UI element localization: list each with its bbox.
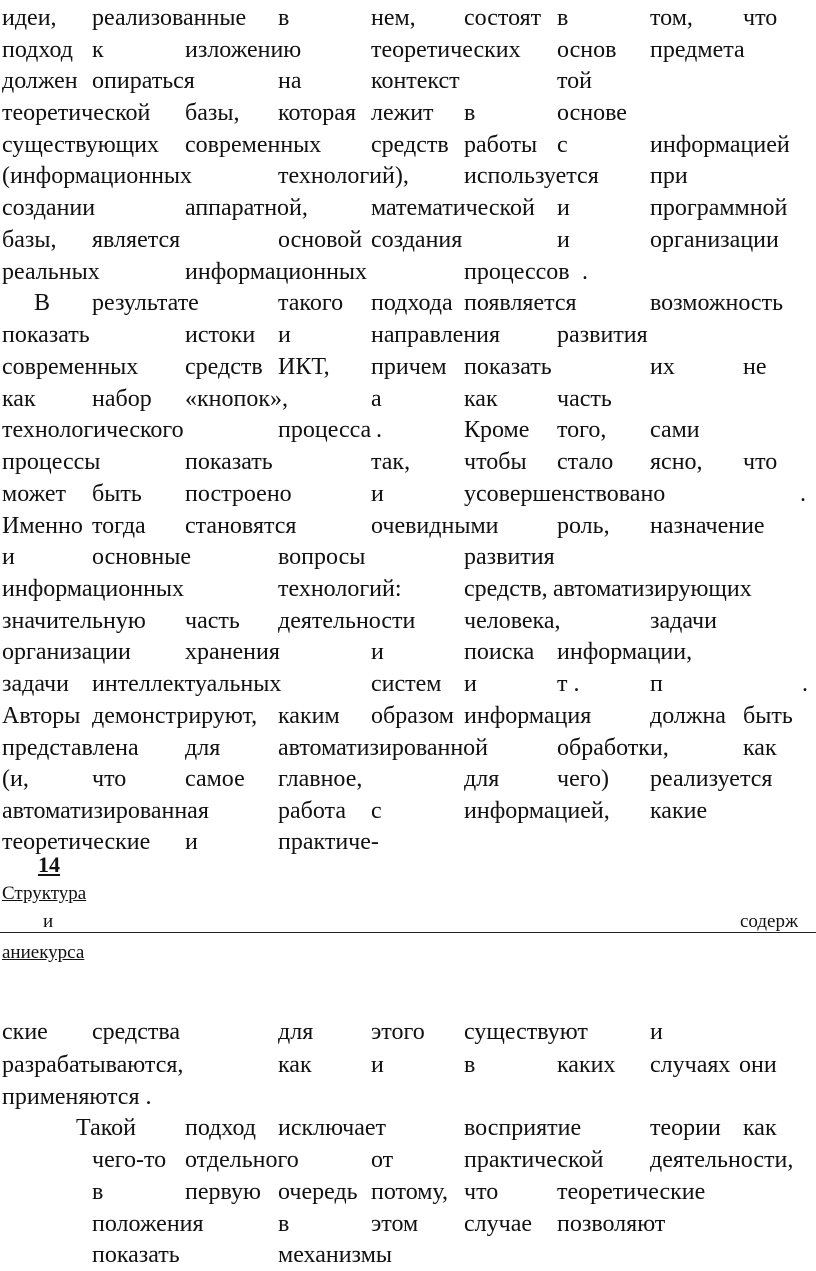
word: главное, <box>278 766 363 792</box>
word: теоретической <box>2 100 151 126</box>
word: стало <box>557 449 614 475</box>
word: (и, <box>2 766 29 792</box>
word: может <box>2 481 66 507</box>
word: что <box>464 1179 499 1205</box>
word: назначение <box>650 513 765 539</box>
word: результате <box>92 290 199 316</box>
word: задачи <box>650 608 717 634</box>
word: теоретические <box>557 1179 706 1205</box>
word: программной <box>650 195 788 221</box>
word: того, <box>557 417 607 443</box>
footer-rule <box>0 932 816 933</box>
word: процессов <box>464 259 570 285</box>
word: чего-то <box>92 1147 167 1173</box>
word: позволяют <box>557 1211 666 1237</box>
word: средств <box>185 354 263 380</box>
word: нем, <box>371 5 416 31</box>
word: процесса <box>278 417 372 443</box>
word: показать <box>185 449 273 475</box>
word: как <box>2 386 36 412</box>
word: показать <box>464 354 552 380</box>
word: как <box>743 1115 777 1141</box>
word: случаях <box>650 1052 731 1078</box>
word: теории <box>650 1115 721 1141</box>
word: современных <box>2 354 139 380</box>
word: лежит <box>371 100 434 126</box>
word: набор <box>92 386 152 412</box>
word: для <box>278 1019 314 1045</box>
word: . <box>800 481 806 507</box>
word: в <box>557 5 569 31</box>
word: и <box>371 639 384 665</box>
word: т . <box>557 671 580 697</box>
word: очередь <box>278 1179 358 1205</box>
word: автоматизированная <box>2 798 209 824</box>
word: подход <box>185 1115 256 1141</box>
word: контекст <box>371 68 460 94</box>
word: при <box>650 163 688 189</box>
word: информацией, <box>464 798 610 824</box>
word: . <box>802 671 808 697</box>
word: интеллектуальных <box>92 671 282 697</box>
word: организации <box>2 639 131 665</box>
word: той <box>557 68 593 94</box>
word: В <box>34 290 51 316</box>
word: «кнопок», <box>185 386 289 412</box>
word: тогда <box>92 513 146 539</box>
word: в <box>464 100 476 126</box>
word: ИКТ, <box>278 354 330 380</box>
word: обработки, <box>557 735 669 761</box>
word: что <box>743 449 778 475</box>
word: с <box>557 132 568 158</box>
page-number: 14 <box>38 852 60 877</box>
word: для <box>185 735 221 761</box>
word: какие <box>650 798 708 824</box>
word: и <box>2 544 15 570</box>
word: ские <box>2 1019 48 1045</box>
word: автоматизирующих <box>553 576 752 602</box>
word: п <box>650 671 663 697</box>
footer-title-part: и <box>43 911 54 932</box>
word: в <box>278 1211 290 1237</box>
word: средств, <box>464 576 548 602</box>
word: организации <box>650 227 779 253</box>
word: часть <box>185 608 240 634</box>
word: состоят <box>464 5 542 31</box>
word: информации, <box>557 639 693 665</box>
word: аппаратной, <box>185 195 308 221</box>
word: информация <box>464 703 592 729</box>
word: базы, <box>185 100 240 126</box>
word: демонстрируют, <box>92 703 258 729</box>
word: этого <box>371 1019 425 1045</box>
word: Именно <box>2 513 83 539</box>
word: процессы <box>2 449 101 475</box>
word: должна <box>650 703 726 729</box>
word: что <box>743 5 778 31</box>
word: и <box>557 195 570 221</box>
word: исключает <box>278 1115 387 1141</box>
word: механизмы <box>278 1242 392 1268</box>
word: теоретических <box>371 37 521 63</box>
word: их <box>650 354 675 380</box>
word: к <box>92 37 104 63</box>
word: технологий: <box>278 576 402 602</box>
word: представлена <box>2 735 139 761</box>
word: случае <box>464 1211 533 1237</box>
word: поиска <box>464 639 535 665</box>
word: и <box>185 829 198 855</box>
word: самое <box>185 766 245 792</box>
word: основой <box>278 227 363 253</box>
word: очевидными <box>371 513 499 539</box>
word: практиче- <box>278 829 379 855</box>
word: реализуется <box>650 766 773 792</box>
word: они <box>739 1052 777 1078</box>
word: используется <box>464 163 599 189</box>
word: как <box>278 1052 312 1078</box>
word: и <box>371 1052 384 1078</box>
word: основные <box>92 544 192 570</box>
word: применяются . <box>2 1084 152 1110</box>
word: работа <box>278 798 346 824</box>
word: предмета <box>650 37 745 63</box>
word: вопросы <box>278 544 366 570</box>
word: в <box>92 1179 104 1205</box>
word: должен <box>2 68 78 94</box>
word: образом <box>371 703 454 729</box>
word: и <box>650 1019 663 1045</box>
word: средств <box>371 132 449 158</box>
word: сами <box>650 417 700 443</box>
word: в <box>464 1052 476 1078</box>
word: направления <box>371 322 501 348</box>
word: существующих <box>2 132 159 158</box>
word: так, <box>371 449 411 475</box>
word: автоматизированной <box>278 735 489 761</box>
word: реальных <box>2 259 100 285</box>
footer-title-part: Структура <box>2 883 87 904</box>
word: деятельности, <box>650 1147 794 1173</box>
word: потому, <box>371 1179 449 1205</box>
word: (информационных <box>2 163 193 189</box>
word: и <box>557 227 570 253</box>
word: современных <box>185 132 322 158</box>
word: информационных <box>2 576 185 602</box>
word: технологий), <box>278 163 409 189</box>
word: а <box>371 386 382 412</box>
word: математической <box>371 195 535 221</box>
word: быть <box>743 703 793 729</box>
word: значительную <box>2 608 146 634</box>
word: усовершенствовано <box>464 481 666 507</box>
word: отдельного <box>185 1147 299 1173</box>
word: создании <box>2 195 96 221</box>
word: информацией <box>650 132 790 158</box>
word: том, <box>650 5 693 31</box>
word: и <box>371 481 384 507</box>
word: часть <box>557 386 612 412</box>
word: появляется <box>464 290 577 316</box>
word: деятельности <box>278 608 416 634</box>
word: с <box>371 798 382 824</box>
word: Такой <box>76 1115 136 1141</box>
word: разрабатываются, <box>2 1052 184 1078</box>
word: ясно, <box>650 449 703 475</box>
word: и <box>278 322 291 348</box>
word: человека, <box>464 608 561 634</box>
footer-title-part: аниекурса <box>2 942 85 963</box>
word: показать <box>92 1242 180 1268</box>
word: как <box>464 386 498 412</box>
word: технологического <box>2 417 184 443</box>
word: подход <box>2 37 73 63</box>
word: создания <box>371 227 463 253</box>
word: . <box>376 417 382 443</box>
word: каким <box>278 703 340 729</box>
word: опираться <box>92 68 195 94</box>
word: возможность <box>650 290 784 316</box>
word: Кроме <box>464 417 530 443</box>
word: роль, <box>557 513 610 539</box>
word: Авторы <box>2 703 81 729</box>
word: первую <box>185 1179 261 1205</box>
word: реализованные <box>92 5 247 31</box>
word: базы, <box>2 227 57 253</box>
word: положения <box>92 1211 204 1237</box>
word: причем <box>371 354 447 380</box>
word: восприятие <box>464 1115 582 1141</box>
word: изложению <box>185 37 302 63</box>
word: как <box>743 735 777 761</box>
word: этом <box>371 1211 419 1237</box>
word: систем <box>371 671 442 697</box>
word: которая <box>278 100 356 126</box>
word: от <box>371 1147 394 1173</box>
word: подхода <box>371 290 453 316</box>
word: задачи <box>2 671 69 697</box>
word: развития <box>464 544 555 570</box>
word: и <box>464 671 477 697</box>
word: развития <box>557 322 648 348</box>
word: работы <box>464 132 538 158</box>
word: теоретические <box>2 829 151 855</box>
word: быть <box>92 481 142 507</box>
word: идеи, <box>2 5 57 31</box>
word: показать <box>2 322 90 348</box>
word: каких <box>557 1052 616 1078</box>
word: основ <box>557 37 617 63</box>
word: что <box>92 766 127 792</box>
word: средства <box>92 1019 181 1045</box>
word: является <box>92 227 181 253</box>
word: практической <box>464 1147 604 1173</box>
word: чего) <box>557 766 609 792</box>
word: не <box>743 354 767 380</box>
word: на <box>278 68 302 94</box>
word: информационных <box>185 259 368 285</box>
word: построено <box>185 481 292 507</box>
word: хранения <box>185 639 280 665</box>
word: для <box>464 766 500 792</box>
word: в <box>278 5 290 31</box>
word: истоки <box>185 322 256 348</box>
word: становятся <box>185 513 297 539</box>
word: такого <box>278 290 344 316</box>
word: существуют <box>464 1019 588 1045</box>
word: . <box>582 259 588 285</box>
word: чтобы <box>464 449 527 475</box>
footer-title-part: содерж <box>740 911 799 932</box>
word: основе <box>557 100 627 126</box>
